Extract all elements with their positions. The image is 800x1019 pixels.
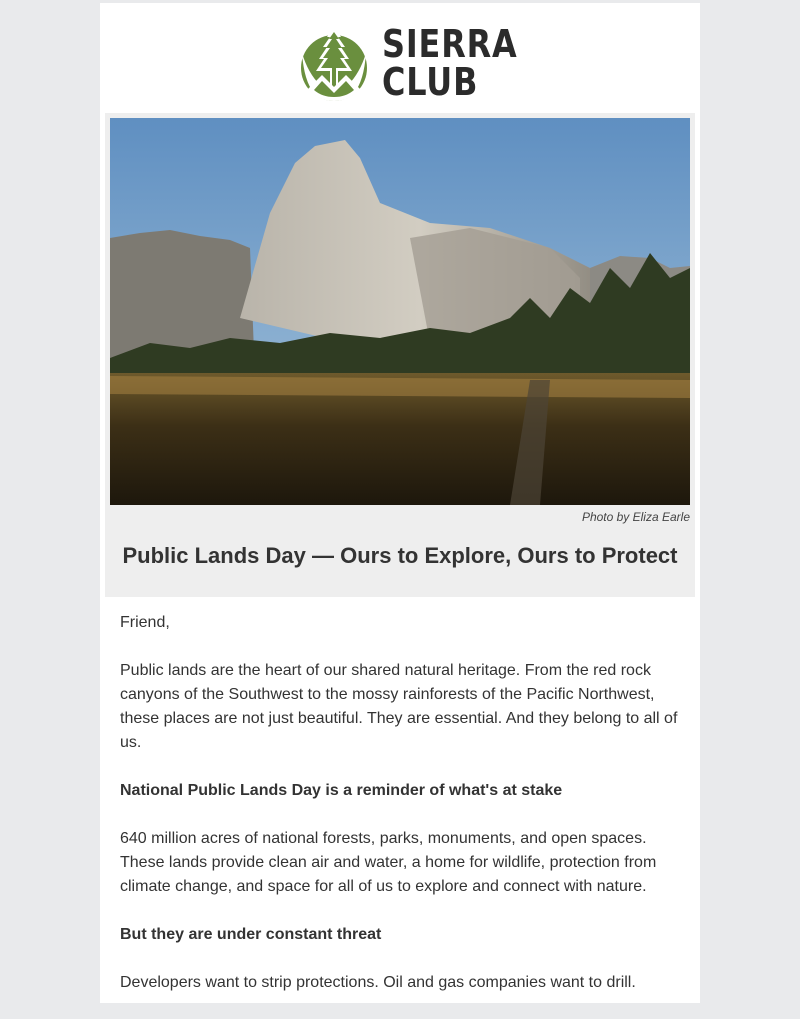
subheading-threat: But they are under constant threat [120, 926, 382, 943]
email-headline: Public Lands Day — Ours to Explore, Ours to Protect [122, 543, 678, 568]
sequoia-tree-icon [294, 23, 376, 103]
logo-line-sierra: SIERRA [382, 22, 518, 66]
hero-photo[interactable] [110, 118, 690, 505]
greeting: Friend, [120, 614, 170, 631]
paragraph-intro: Public lands are the heart of our shared natural heritage. From the red rock canyons of the Southwest to the mossy rainforests of the Pacific Northwest, these places are not just beautiful. They are essential. And they belong to all of us. [120, 662, 678, 751]
photo-caption: Photo by Eliza Earle [581, 510, 690, 524]
logo-line-club: CLUB [382, 60, 479, 104]
paragraph-threats: Developers want to strip protections. Oil and gas companies want to drill. [120, 974, 636, 991]
subheading-stakes: National Public Lands Day is a reminder of what's at stake [120, 782, 563, 799]
sierra-club-logo[interactable] [294, 22, 518, 105]
email-container [100, 3, 700, 1003]
email-body [120, 611, 684, 1019]
hero-section [105, 113, 695, 597]
logo-wordmark [382, 22, 518, 104]
email-header [100, 3, 700, 113]
paragraph-acres: 640 million acres of national forests, parks, monuments, and open spaces. These lands provide clean air and water, a home for wildlife, protection from climate change, and space for all of us to explore and connect with nature. [120, 830, 657, 895]
